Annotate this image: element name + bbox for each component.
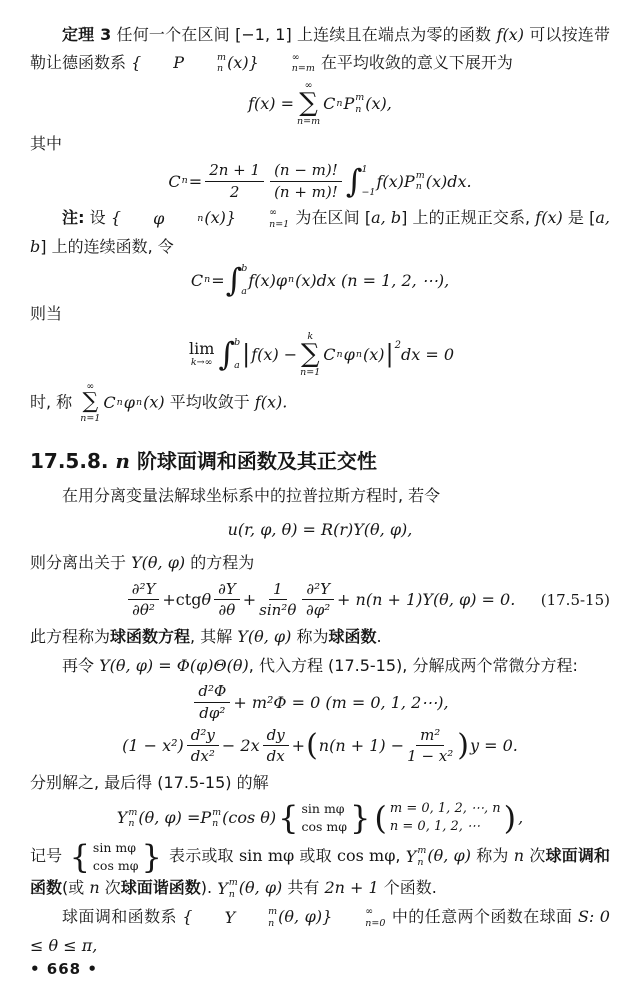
subscript: n (128, 817, 135, 829)
numerator: ∂²Y (302, 580, 334, 601)
cjk-text: 设 (84, 208, 111, 228)
denominator: ∂θ (218, 601, 236, 620)
integral-lower: a (234, 360, 240, 372)
integral-upper: b (241, 263, 248, 275)
script-stack (229, 877, 238, 900)
case-row: m = 0, 1, 2, ⋯, n (389, 800, 501, 816)
subscript: n (204, 274, 211, 286)
symbol-base: P (343, 94, 355, 113)
symbol-base: φ (275, 270, 288, 290)
symbol-base: P (403, 171, 415, 191)
vertical-bar: | (242, 340, 251, 369)
coefficient-formula (30, 161, 610, 202)
right-paren: ) (503, 798, 517, 837)
subscript: n (288, 274, 295, 286)
integral-limits (241, 263, 247, 297)
math-text: (θ, φ) (238, 878, 283, 898)
math-text: (x), (365, 94, 392, 113)
script-stack (416, 170, 425, 193)
symbol-base: C (323, 344, 336, 364)
cjk-text: 为在区间 [ (290, 208, 372, 228)
math-text: (x)dx. (425, 171, 472, 191)
theorem-3-paragraph (30, 21, 610, 77)
superscript: m (355, 92, 365, 104)
symbol-with-scripts (406, 843, 428, 871)
legendre-expansion-formula (30, 80, 610, 127)
math-text: + (291, 736, 306, 756)
cjk-text: ] 上的连续函数, 令 (40, 236, 174, 256)
script-stack (128, 807, 137, 830)
math-text: f(x) (248, 270, 276, 290)
numerator: m² (416, 726, 444, 747)
script-stack (117, 397, 123, 408)
math-text: + n(n + 1)Y(θ, φ) = 0. (337, 590, 516, 610)
cjk-text: 称为 (470, 846, 514, 866)
cases-brace (70, 839, 162, 874)
math-text: { (110, 208, 122, 228)
cjk-text: 表示或取 (163, 846, 239, 866)
math-text: (θ, φ) (427, 846, 471, 866)
case-rows (387, 800, 504, 836)
cjk-text: 时, 称 (30, 392, 78, 412)
subscript: n (417, 856, 424, 868)
page-content (30, 20, 610, 960)
symbol-base: Y (224, 908, 236, 928)
spherical-harmonic-solution (30, 800, 610, 836)
script-stack (182, 175, 188, 186)
superscript: ∞ (291, 51, 300, 63)
denominator: 2 (229, 182, 240, 201)
numerator: 1 (269, 580, 287, 601)
superscript: m (212, 806, 222, 818)
associated-legendre-equation (30, 726, 610, 767)
cjk-text: 次 (99, 878, 121, 898)
section-heading-17-5-8 (30, 445, 610, 474)
symbol-base: Y (116, 808, 128, 828)
script-stack (288, 274, 294, 285)
script-stack (204, 274, 210, 285)
integral-upper: b (234, 337, 241, 349)
math-text: n (108, 448, 137, 473)
math-text: − 2x (221, 736, 260, 756)
subscript: n (268, 917, 275, 929)
math-text: f(x) = (248, 94, 295, 113)
limit-subscript: k→∞ (190, 356, 213, 368)
separated-equation-intro (30, 549, 610, 577)
subscript: n (116, 397, 123, 409)
sum-lower-limit: n=1 (80, 413, 101, 425)
case-row: sin mφ (92, 840, 136, 856)
math-text: (1 − x²) (122, 736, 184, 756)
integral-lower: a (241, 286, 247, 298)
script-stack (212, 807, 221, 830)
sum-upper-limit: ∞ (304, 79, 313, 91)
limit-operator (188, 338, 215, 368)
fraction (187, 726, 219, 767)
left-brace: { (69, 837, 90, 876)
sum-operator (300, 331, 320, 378)
sigma-glyph: ∑ (300, 338, 320, 369)
integral-lower: −1 (361, 187, 376, 198)
cjk-text-bold: 阶球面调和函数及其正交性 (136, 448, 377, 473)
superscript: m (415, 169, 425, 181)
case-rows (299, 800, 351, 835)
symbol-base: C (168, 171, 181, 191)
superscript: ∞ (365, 906, 374, 918)
cjk-text: 其中 (30, 134, 63, 154)
script-stack (185, 52, 226, 75)
integral-limits (234, 337, 240, 371)
fraction (205, 161, 264, 202)
subscript: n=1 (269, 218, 290, 230)
cjk-text: 球面调和函数系 (62, 907, 183, 927)
denominator: dφ² (199, 703, 226, 722)
right-brace: } (350, 798, 371, 837)
cjk-text: 在用分离变量法解球坐标系中的拉普拉斯方程时, 若令 (62, 485, 441, 505)
cjk-text: 称为 (291, 627, 329, 647)
math-text: (cos θ) (222, 808, 277, 828)
convergence-statement (30, 381, 610, 425)
integral (345, 161, 376, 200)
big-paren: ) (457, 727, 469, 763)
math-text: f(x) − (251, 344, 298, 364)
math-text: { (182, 907, 193, 927)
roman-text: sin mφ (238, 846, 295, 866)
set-limits-stack (237, 207, 289, 230)
denominator: ∂θ² (132, 601, 155, 620)
integral (218, 335, 241, 374)
equation-number: (17.5-15) (540, 590, 610, 609)
integral-sign: ∫ (218, 335, 236, 374)
math-text: (θ, φ)} (278, 907, 333, 927)
symbol-base: C (190, 270, 204, 290)
roman-text: cos mφ (337, 846, 396, 866)
symbol-base: Y (405, 846, 417, 866)
sigma-glyph: ∑ (299, 88, 318, 119)
subscript: n (212, 817, 219, 829)
cjk-text-bold: 球面谐函数 (120, 878, 201, 898)
math-text: S: 0 ≤ θ ≤ π, (30, 907, 610, 955)
math-text: Y(θ, φ) (237, 627, 292, 647)
vertical-bar: | (385, 340, 394, 369)
solution-intro (30, 769, 610, 797)
subscript: n=m (291, 63, 315, 75)
math-text: + m²Φ = 0 (m = 0, 1, 2⋯), (233, 692, 449, 712)
numerator: ∂²Y (128, 580, 160, 601)
math-text: (x)} (227, 52, 259, 72)
subscript: n (217, 63, 224, 74)
case-row: cos mφ (92, 857, 139, 873)
script-stack (165, 213, 203, 224)
symbol-base: C (323, 94, 336, 113)
math-text: a, b (371, 208, 402, 228)
denominator: sin²θ (259, 601, 297, 620)
cjk-text: 记号 (30, 846, 68, 866)
superscript: m (228, 877, 238, 889)
symbol-base: C (103, 393, 116, 413)
math-text: θ (201, 590, 212, 610)
math-text: , (518, 808, 524, 828)
cjk-text: 是 [ (562, 208, 596, 228)
symbol-with-scripts (200, 807, 222, 830)
subscript: n (336, 348, 343, 360)
math-text: n(n + 1) − (318, 736, 405, 756)
phi-equation (30, 682, 610, 723)
subscript: n (197, 213, 204, 225)
cjk-text: , 代入方程 (17.5-15), 分解成两个常微分方程: (248, 655, 578, 675)
symbol-with-scripts (193, 904, 279, 932)
symbol-with-scripts (168, 172, 188, 191)
math-text: f(x). (254, 392, 288, 412)
script-stack (136, 397, 142, 408)
set-limits-stack (260, 52, 315, 75)
equation-name-statement (30, 623, 610, 651)
math-text: (x) (143, 392, 165, 412)
script-stack (355, 92, 364, 115)
cjk-text: 则当 (30, 304, 63, 324)
symbol-with-scripts (344, 345, 363, 364)
case-row: cos mφ (301, 818, 348, 834)
big-paren: ( (306, 727, 318, 763)
case-row: sin mφ (301, 801, 345, 817)
fraction (302, 580, 334, 621)
cjk-text: 分别解之, 最后得 (17.5-15) 的解 (30, 773, 269, 793)
sum-upper-limit: k (307, 330, 314, 342)
cjk-text-bold: 球函数方程 (110, 627, 191, 647)
fraction (263, 726, 289, 767)
math-text: f(x) (496, 25, 524, 44)
superscript: m (417, 845, 427, 857)
symbol-with-scripts (217, 875, 239, 903)
math-text: = (188, 171, 203, 191)
separation-ansatz-formula (30, 512, 610, 546)
sum-operator (297, 80, 320, 127)
case-row: n = 0, 1, 2, ⋯ (389, 818, 481, 834)
left-paren: ( (374, 798, 387, 837)
symbol-with-scripts (191, 271, 211, 290)
page-number: • 668 • (30, 960, 98, 979)
substitution-paragraph (30, 652, 610, 680)
integral-limits (361, 164, 375, 198)
fraction (270, 161, 342, 202)
fraction (259, 580, 296, 621)
orthogonality-intro (30, 903, 610, 959)
math-text: u(r, φ, θ) = R(r)Y(θ, φ), (227, 519, 413, 539)
math-text: (x)} (204, 208, 237, 228)
integral-sign: ∫ (225, 260, 243, 299)
cjk-text: 可以按连带勒让德函数系 (30, 25, 610, 72)
math-text: 2n + 1 (324, 878, 379, 898)
math-text: Y(θ, φ) = Φ(φ)Θ(θ) (99, 655, 249, 675)
numerator: (n − m)! (270, 161, 342, 182)
integral-sign: ∫ (345, 161, 363, 200)
numerator: d²y (187, 726, 219, 747)
notation-explanation (30, 839, 610, 902)
subscript: n (228, 888, 235, 900)
math-text: n (89, 878, 100, 898)
spherical-function-equation (30, 580, 610, 621)
symbol-with-scripts (117, 807, 139, 830)
subscript: n (355, 103, 362, 115)
symbol-with-scripts (404, 170, 426, 193)
vertical-bar-squared (385, 340, 401, 369)
symbol-with-scripts (103, 389, 123, 417)
cjk-text-bold: 球函数 (328, 627, 377, 647)
superscript: ∞ (269, 207, 278, 219)
symbol-base: φ (153, 208, 165, 228)
denominator: dx² (190, 747, 215, 766)
cjk-text: 再令 (62, 655, 100, 675)
denominator: 1 − x² (407, 747, 454, 766)
superscript: m (217, 51, 227, 63)
right-brace: } (141, 837, 162, 876)
math-text: (x) (363, 344, 385, 364)
cjk-text-bold: 球面调和函数 (30, 846, 610, 898)
sum-operator (80, 381, 100, 425)
symbol-base: φ (123, 393, 135, 413)
then-when-label (30, 300, 610, 328)
sum-lower-limit: n=1 (300, 366, 321, 378)
math-text: f(x) (376, 171, 404, 191)
left-brace: { (278, 798, 299, 837)
integral (225, 260, 248, 299)
superscript: m (128, 806, 138, 818)
laplace-intro-paragraph (30, 482, 610, 510)
cjk-text: , 其解 (190, 627, 238, 647)
cjk-text: 的方程为 (185, 553, 255, 573)
script-stack (356, 349, 362, 360)
symbol-base: P (173, 53, 185, 73)
cases-brace (278, 800, 370, 835)
case-rows (90, 839, 142, 874)
symbol-with-scripts (124, 389, 143, 417)
cjk-text: 平均收敛于 (164, 392, 255, 412)
math-text: = (211, 270, 225, 290)
fraction (407, 726, 453, 767)
cjk-text: 或取 (294, 846, 337, 866)
cjk-text-bold: 定理 3 (62, 25, 112, 44)
cjk-text-bold: 17.5.8. (30, 448, 109, 473)
subscript: n (135, 397, 143, 409)
cjk-text: 中的任意两个函数在球面 (386, 907, 578, 927)
roman-text: ctg (175, 590, 202, 610)
cjk-text: ] 上的正规正交系, (401, 208, 536, 228)
script-stack (336, 98, 342, 109)
math-text: + (162, 590, 176, 610)
subscript: n (181, 175, 188, 187)
subscript: n (336, 97, 343, 109)
math-text: a, b (30, 208, 610, 256)
subscript: n=0 (365, 917, 386, 929)
symbol-with-scripts (141, 49, 227, 77)
denominator: dx (266, 747, 285, 766)
math-text: + (242, 590, 257, 610)
fraction (128, 580, 160, 621)
symbol-base: Y (217, 878, 228, 898)
denominator: (n + m)! (274, 182, 338, 201)
sigma-glyph: ∑ (82, 389, 99, 415)
symbol-with-scripts (344, 92, 366, 115)
cjk-text: ). (200, 878, 218, 898)
cjk-text-bold: 注: (62, 208, 85, 228)
lim-glyph: lim (188, 338, 215, 358)
sum-upper-limit: ∞ (86, 381, 95, 392)
math-text: { (131, 52, 142, 72)
superscript: m (268, 906, 278, 918)
cjk-text: 则分离出关于 (30, 553, 132, 573)
cjk-text: 在平均收敛的意义下展开为 (315, 52, 513, 72)
where-label (30, 130, 610, 158)
math-text: n (513, 846, 525, 866)
numerator: dy (263, 726, 289, 747)
note-paragraph (30, 204, 610, 260)
cjk-text: 任何一个在区间 [−1, 1] 上连续且在端点为零的函数 (111, 25, 497, 44)
fraction (214, 580, 240, 621)
symbol-base: P (200, 808, 212, 828)
set-limits-stack (333, 906, 385, 929)
subscript: n (355, 348, 362, 360)
symbol-with-scripts (121, 205, 204, 233)
numerator: d²Φ (194, 682, 230, 703)
symbol-with-scripts (323, 94, 343, 113)
sum-lower-limit: n=m (297, 115, 321, 127)
cjk-text: 个函数. (378, 878, 437, 898)
script-stack (236, 906, 277, 929)
cjk-text: . (376, 627, 382, 647)
cjk-text: 此方程称为 (30, 627, 111, 647)
numerator: ∂Y (214, 580, 240, 601)
math-text: Y(θ, φ) (131, 553, 186, 573)
symbol-base: φ (343, 344, 355, 364)
cjk-text: (或 (62, 878, 90, 898)
script-stack (417, 845, 426, 868)
square-exponent: 2 (394, 340, 401, 352)
mean-convergence-formula (30, 331, 610, 378)
denominator: ∂φ² (306, 601, 331, 620)
numerator: 2n + 1 (205, 161, 264, 182)
math-text: dx = 0 (400, 344, 455, 364)
math-text: (x)dx (n = 1, 2, ⋯), (295, 270, 450, 290)
general-coefficient-formula (30, 260, 610, 299)
symbol-with-scripts (276, 271, 295, 290)
math-text: f(x) (535, 208, 563, 228)
script-stack (337, 349, 343, 360)
condition-parens (374, 800, 516, 836)
math-text: y = 0. (469, 736, 518, 756)
subscript: n (415, 181, 422, 192)
fraction (194, 682, 230, 723)
integral-upper: 1 (361, 164, 368, 175)
cjk-text: 共有 (282, 878, 325, 898)
symbol-with-scripts (323, 345, 343, 364)
cjk-text: , (395, 846, 406, 866)
cjk-text: 次 (524, 846, 546, 866)
math-text: (θ, φ) = (138, 808, 201, 828)
